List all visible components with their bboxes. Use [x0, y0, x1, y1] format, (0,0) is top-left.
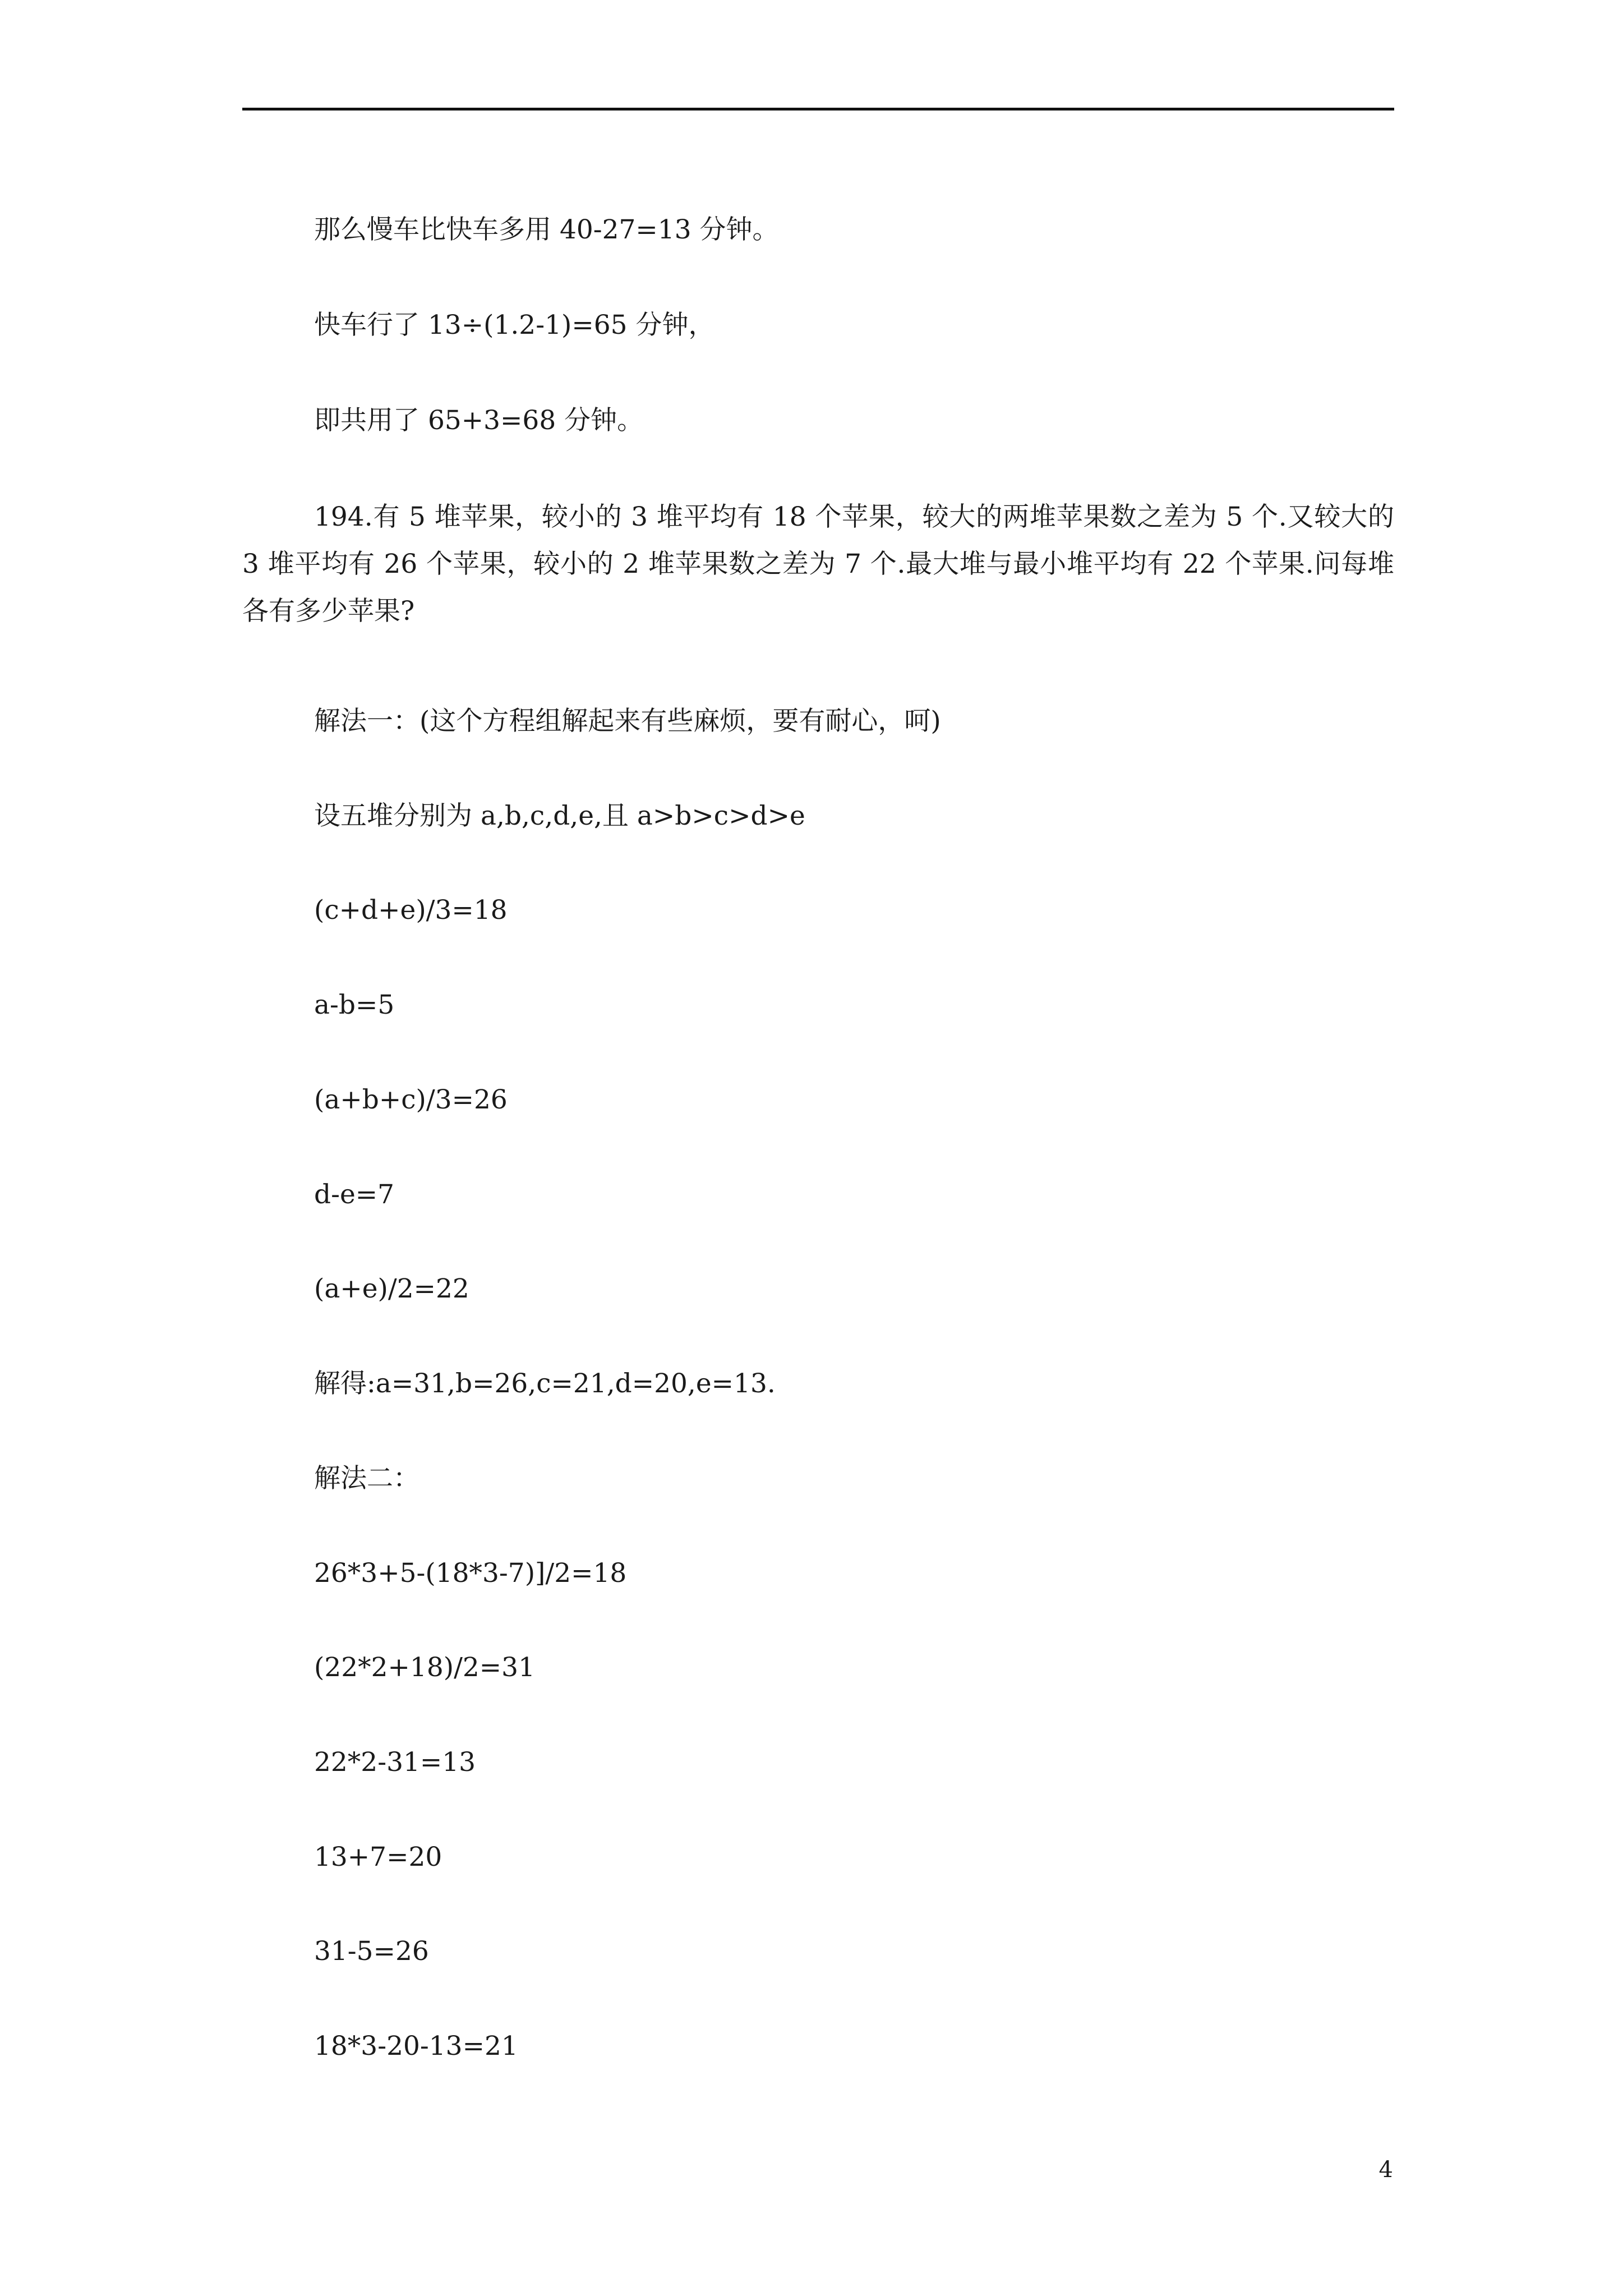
- step-line: 31-5=26: [314, 1936, 429, 1967]
- step-line: 22*2-31=13: [314, 1747, 476, 1778]
- step-line: 18*3-20-13=21: [314, 2031, 518, 2062]
- header-rule: [242, 108, 1394, 111]
- problem-paragraph: 194.有 5 堆苹果，较小的 3 堆平均有 18 个苹果，较大的两堆苹果数之差为 5 个.又较大的 3 堆平均有 26 个苹果，较小的 2 堆苹果数之差为 7 个.最大堆与最小堆平均有 22 个苹果.问每堆各有多少苹果?: [242, 501, 1394, 627]
- text-line: 即共用了 65+3=68 分钟。: [314, 405, 644, 436]
- step-line: 13+7=20: [314, 1842, 442, 1872]
- text-line: 那么慢车比快车多用 40-27=13 分钟。: [314, 214, 779, 245]
- step-line: (22*2+18)/2=31: [314, 1652, 535, 1683]
- equation-line: (c+d+e)/3=18: [314, 895, 508, 926]
- text-line: 快车行了 13÷(1.2-1)=65 分钟，: [314, 310, 715, 341]
- equation-line: a-b=5: [314, 990, 395, 1020]
- page-number: 4: [1378, 2157, 1393, 2183]
- step-line: 26*3+5-(18*3-7)]/2=18: [314, 1558, 627, 1589]
- solution-one-result: 解得:a=31,b=26,c=21,d=20,e=13.: [314, 1368, 776, 1399]
- solution-one-heading: 解法一：(这个方程组解起来有些麻烦，要有耐心，呵): [314, 706, 941, 737]
- solution-two-heading: 解法二：: [314, 1463, 419, 1494]
- equation-line: d-e=7: [314, 1179, 395, 1210]
- equation-line: (a+b+c)/3=26: [314, 1084, 508, 1115]
- equation-line: (a+e)/2=22: [314, 1273, 469, 1304]
- solution-one-setup: 设五堆分别为 a,b,c,d,e,且 a>b>c>d>e: [314, 800, 805, 831]
